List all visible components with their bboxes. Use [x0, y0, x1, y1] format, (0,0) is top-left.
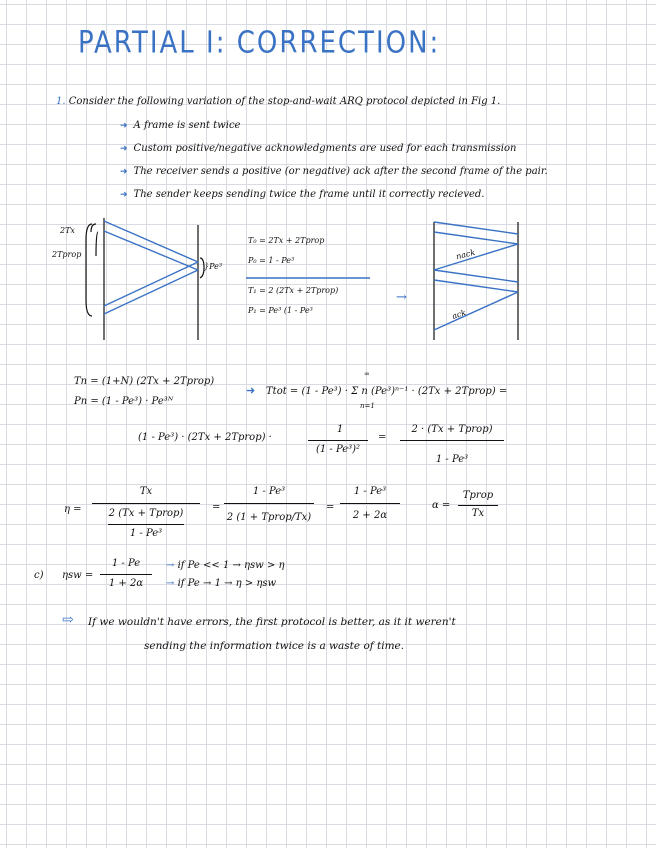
part-c-label: c): [34, 570, 44, 581]
nsw-num: 1 - Pe: [111, 558, 141, 569]
conclusion-line-2: sending the information twice is a waste of time.: [144, 640, 405, 652]
frac2-num: 2 · (Tx + Tprop): [411, 424, 493, 435]
formula-t1: T₁ = 2 (2Tx + 2Tprop): [248, 286, 339, 295]
question-number: 1.: [56, 96, 66, 107]
nack-label: nack: [455, 247, 477, 262]
eq-sign: =: [378, 432, 387, 443]
arrow-right-icon: →: [396, 290, 407, 305]
frac2-bar: [400, 440, 504, 441]
arrow-right-icon: ➜: [120, 144, 128, 154]
eta-f2-bar: [224, 503, 314, 504]
conclusion-line-1: If we wouldn't have errors, the first protocol is better, as it it weren't: [88, 616, 456, 628]
label-2tx: 2Tx: [60, 226, 75, 235]
formula-p0: P₀ = 1 - Pe³: [248, 256, 295, 265]
sum-upper: ∞: [364, 370, 370, 378]
eta-eq2: =: [326, 502, 335, 513]
part-c-line1: → if Pe << 1 → ηsw > η: [166, 560, 285, 571]
frac1-den: (1 - Pe³)²: [315, 444, 361, 455]
label-pe3: }Pe³: [204, 262, 223, 271]
bullet-3: ➜ The receiver sends a positive (or negative) ack after the second frame of the pair.: [120, 166, 548, 177]
eta-f1-inner-bar: [108, 524, 184, 525]
tn-formula: Tn = (1+N) (2Tx + 2Tprop): [74, 376, 215, 387]
eta-label: η =: [64, 504, 82, 515]
eta-f1-num: Tx: [139, 486, 153, 497]
eta-f1-den-bot: 1 - Pe³: [129, 528, 163, 539]
sum-lower: n=1: [360, 402, 375, 410]
alpha-num: Tprop: [462, 490, 494, 501]
conclusion-arrow-icon: ⇨: [62, 612, 74, 628]
eta-f3-den: 2 + 2α: [352, 510, 388, 521]
eta-f2-num: 1 - Pe³: [252, 486, 286, 497]
frac1-num: 1: [336, 424, 344, 435]
formula-p1: P₁ = Pe³ (1 - Pe³: [248, 306, 313, 315]
nsw-den: 1 + 2α: [108, 578, 144, 589]
line2-left: (1 - Pe³) · (2Tx + 2Tprop) ·: [138, 432, 272, 443]
arrow-right-icon: ➜: [246, 384, 256, 397]
arrow-right-icon: →: [166, 578, 178, 589]
arrow-right-icon: ➜: [120, 167, 128, 177]
eta-f1-bar: [92, 503, 200, 504]
nsw-label: ηsw =: [62, 570, 94, 581]
question-body: Consider the following variation of the stop-and-wait ARQ protocol depicted in Fig 1.: [68, 96, 501, 107]
frac1-bar: [308, 440, 368, 441]
arrow-right-icon: ➜: [120, 121, 128, 131]
part-c-line2: → if Pe → 1 → η > ηsw: [166, 578, 277, 589]
nsw-bar: [100, 574, 152, 575]
ack-label: ack: [450, 308, 468, 321]
arrow-right-icon: ➜: [120, 190, 128, 200]
frac2-den: 1 - Pe³: [435, 454, 469, 465]
bullet-1: ➜ A frame is sent twice: [120, 120, 241, 131]
eta-f3-bar: [340, 503, 400, 504]
alpha-label: α =: [432, 500, 451, 511]
eta-eq1: =: [212, 502, 221, 513]
eta-f3-num: 1 - Pe³: [353, 486, 387, 497]
bullet-2: ➜ Custom positive/negative acknowledgments are used for each transmission: [120, 143, 517, 154]
pn-formula: Pn = (1 - Pe³) · Pe³ᴺ: [74, 396, 174, 407]
label-2tprop: 2Tprop: [52, 250, 82, 259]
alpha-bar: [458, 505, 498, 506]
eta-f2-den: 2 (1 + Tprop/Tx): [226, 512, 312, 523]
formula-t0: T₀ = 2Tx + 2Tprop: [248, 236, 325, 245]
alpha-den: Tx: [471, 508, 485, 519]
bullet-4: ➜ The sender keeps sending twice the frame until it correctly recieved.: [120, 189, 485, 200]
ttot-formula: Ttot = (1 - Pe³) · Σ n (Pe³)ⁿ⁻¹ · (2Tx + 2Tprop) =: [266, 386, 508, 397]
arrow-right-icon: →: [166, 560, 178, 571]
eta-f1-den-top: 2 (Tx + Tprop): [108, 508, 184, 519]
page-title: PARTIAL I: CORRECTION:: [78, 26, 441, 61]
